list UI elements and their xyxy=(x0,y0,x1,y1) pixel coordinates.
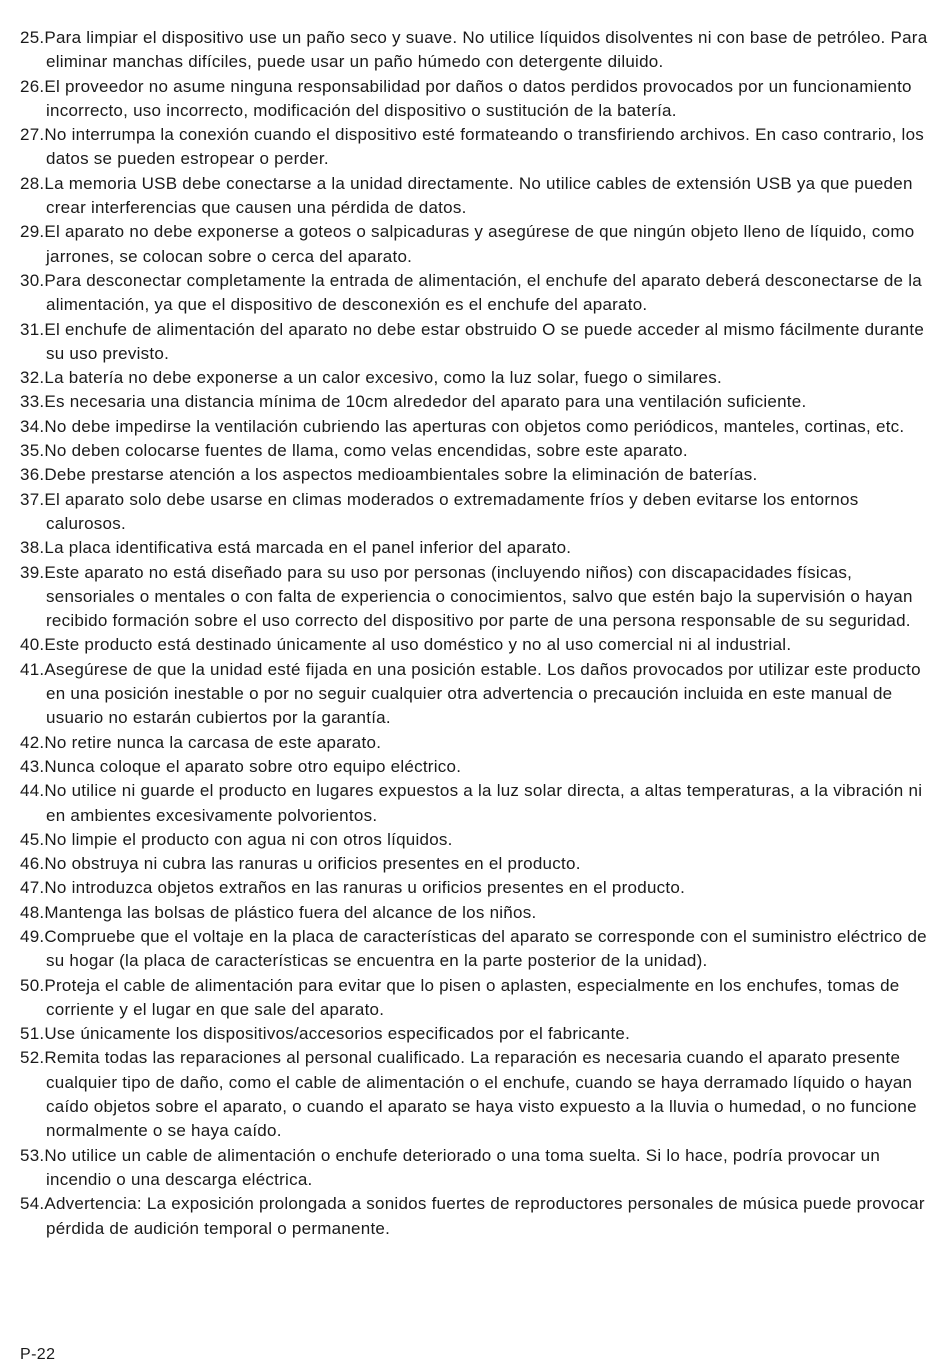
item-text: Proteja el cable de alimentación para evitar que lo pisen o aplasten, especialmente en los enchufes, tomas de corriente y el lugar en que sale del aparato. xyxy=(44,975,900,1019)
list-item xyxy=(20,123,940,172)
list-item xyxy=(20,1144,940,1193)
item-number: 46. xyxy=(20,854,45,874)
page-number: P-22 xyxy=(20,1346,56,1363)
list-item xyxy=(20,220,940,269)
item-text: El aparato no debe exponerse a goteos o salpicaduras y asegúrese de que ningún objeto lleno de líquido, como jarrones, se colocan sobre o cerca del aparato. xyxy=(44,222,915,266)
item-number: 50. xyxy=(20,975,45,995)
item-number: 51. xyxy=(20,1024,45,1044)
list-item xyxy=(20,658,940,731)
list-item xyxy=(20,852,940,876)
item-number: 49. xyxy=(20,926,45,946)
item-number: 44. xyxy=(20,781,45,801)
list-item xyxy=(20,536,940,560)
item-text: No interrumpa la conexión cuando el dispositivo esté formateando o transfiriendo archivos. En caso contrario, los datos se pueden estropear o perder. xyxy=(44,125,925,169)
item-text: La placa identificativa está marcada en el panel inferior del aparato. xyxy=(44,538,572,558)
item-text: La batería no debe exponerse a un calor excesivo, como la luz solar, fuego o similares. xyxy=(44,368,722,388)
list-item xyxy=(20,488,940,537)
item-text: No utilice ni guarde el producto en lugares expuestos a la luz solar directa, a altas temperaturas, a la vibración ni en ambientes excesivamente polvorientos. xyxy=(44,781,923,825)
item-number: 43. xyxy=(20,756,45,776)
item-number: 48. xyxy=(20,902,45,922)
item-number: 52. xyxy=(20,1048,45,1068)
list-item xyxy=(20,172,940,221)
item-text: No retire nunca la carcasa de este aparato. xyxy=(44,732,382,752)
item-text: Compruebe que el voltaje en la placa de características del aparato se corresponde con el suministro eléctrico de su hogar (la placa de características se encuentra en la parte posterior de la unidad). xyxy=(44,926,927,971)
item-number: 27. xyxy=(20,125,45,145)
item-number: 33. xyxy=(20,392,45,412)
item-text: Debe prestarse atención a los aspectos medioambientales sobre la eliminación de baterías. xyxy=(44,465,758,485)
item-number: 32. xyxy=(20,368,45,388)
item-text: Nunca coloque el aparato sobre otro equipo eléctrico. xyxy=(44,756,462,776)
item-text: No deben colocarse fuentes de llama, como velas encendidas, sobre este aparato. xyxy=(44,441,688,461)
list-item xyxy=(20,828,940,852)
item-text: El enchufe de alimentación del aparato no debe estar obstruido O se puede acceder al mismo fácilmente durante su uso previsto. xyxy=(44,319,925,363)
list-item xyxy=(20,463,940,487)
list-item xyxy=(20,269,940,318)
list-item xyxy=(20,779,940,828)
item-number: 34. xyxy=(20,416,45,436)
list-item xyxy=(20,1022,940,1046)
list-item xyxy=(20,731,940,755)
item-number: 36. xyxy=(20,465,45,485)
list-item xyxy=(20,318,940,367)
item-text: Remita todas las reparaciones al personal cualificado. La reparación es necesaria cuando el aparato presente cualquier tipo de daño, como el cable de alimentación o el enchufe, cuando se haya derramado líquido o hayan caído objetos sobre el aparato, o cuando el aparato se haya visto expuesto a la lluvia o humedad, o no funcione normalmente o se haya caído. xyxy=(44,1048,917,1141)
item-text: No limpie el producto con agua ni con otros líquidos. xyxy=(44,829,453,849)
list-item xyxy=(20,561,940,634)
item-text: No utilice un cable de alimentación o enchufe deteriorado o una toma suelta. Si lo hace, podría provocar un incendio o una descarga eléctrica. xyxy=(44,1145,881,1189)
list-item xyxy=(20,75,940,124)
item-text: No introduzca objetos extraños en las ranuras u orificios presentes en el producto. xyxy=(44,878,686,898)
item-text: Use únicamente los dispositivos/accesorios especificados por el fabricante. xyxy=(44,1024,631,1044)
item-number: 38. xyxy=(20,538,45,558)
list-item xyxy=(20,1192,940,1241)
item-number: 25. xyxy=(20,28,45,47)
item-text: Advertencia: La exposición prolongada a sonidos fuertes de reproductores personales de música puede provocar pérdida de audición temporal o permanente. xyxy=(44,1194,925,1238)
item-text: Para limpiar el dispositivo use un paño seco y suave. No utilice líquidos disolventes ni con base de petróleo. Para eliminar manchas difíciles, puede usar un paño húmedo con detergente diluido. xyxy=(44,28,928,72)
item-number: 35. xyxy=(20,441,45,461)
item-number: 39. xyxy=(20,562,45,582)
item-text: El aparato solo debe usarse en climas moderados o extremadamente fríos y deben evitarse los entornos calurosos. xyxy=(44,489,859,533)
item-number: 41. xyxy=(20,659,45,679)
item-number: 31. xyxy=(20,319,45,339)
item-number: 54. xyxy=(20,1194,45,1214)
item-number: 40. xyxy=(20,635,45,655)
list-item xyxy=(20,366,940,390)
item-text: No obstruya ni cubra las ranuras u orificios presentes en el producto. xyxy=(44,854,581,874)
item-number: 28. xyxy=(20,173,45,193)
item-number: 30. xyxy=(20,270,45,290)
item-text: Este aparato no está diseñado para su uso por personas (incluyendo niños) con discapacidades físicas, sensoriales o mentales o con falta de experiencia o conocimientos, salvo que estén bajo la supervisión o hayan recibido formación sobre el uso correcto del dispositivo por parte de una persona responsable de su seguridad. xyxy=(44,562,913,631)
item-number: 53. xyxy=(20,1145,45,1165)
item-text: Es necesaria una distancia mínima de 10cm alrededor del aparato para una ventilación suficiente. xyxy=(44,392,807,412)
item-number: 26. xyxy=(20,76,45,96)
list-item xyxy=(20,925,940,974)
list-item xyxy=(20,1046,940,1143)
list-item xyxy=(20,901,940,925)
list-item xyxy=(20,26,940,75)
item-text: Asegúrese de que la unidad esté fijada en una posición estable. Los daños provocados por utilizar este producto en una posición inestable o por no seguir cualquier otra advertencia o precaución incluida en este manual de usuario no estarán cubiertos por la garantía. xyxy=(44,659,921,728)
list-item xyxy=(20,390,940,414)
item-number: 37. xyxy=(20,489,45,509)
item-number: 29. xyxy=(20,222,45,242)
item-number: 45. xyxy=(20,829,45,849)
list-item xyxy=(20,439,940,463)
list-item xyxy=(20,755,940,779)
item-text: Para desconectar completamente la entrada de alimentación, el enchufe del aparato deberá desconectarse de la alimentación, ya que el dispositivo de desconexión es el enchufe del aparato. xyxy=(44,270,922,315)
item-number: 47. xyxy=(20,878,45,898)
list-item xyxy=(20,415,940,439)
item-text: Este producto está destinado únicamente al uso doméstico y no al uso comercial ni al industrial. xyxy=(44,635,792,655)
list-item xyxy=(20,876,940,900)
item-text: No debe impedirse la ventilación cubriendo las aperturas con objetos como periódicos, manteles, cortinas, etc. xyxy=(44,416,905,436)
item-text: El proveedor no asume ninguna responsabilidad por daños o datos perdidos provocados por un funcionamiento incorrecto, uso incorrecto, modificación del dispositivo o sustitución de la batería. xyxy=(44,76,912,120)
item-text: La memoria USB debe conectarse a la unidad directamente. No utilice cables de extensión USB ya que pueden crear interferencias que causen una pérdida de datos. xyxy=(44,173,913,218)
list-item xyxy=(20,974,940,1023)
item-number: 42. xyxy=(20,732,45,752)
list-item xyxy=(20,633,940,657)
safety-instructions-list xyxy=(20,26,940,1241)
item-text: Mantenga las bolsas de plástico fuera del alcance de los niños. xyxy=(44,902,537,922)
